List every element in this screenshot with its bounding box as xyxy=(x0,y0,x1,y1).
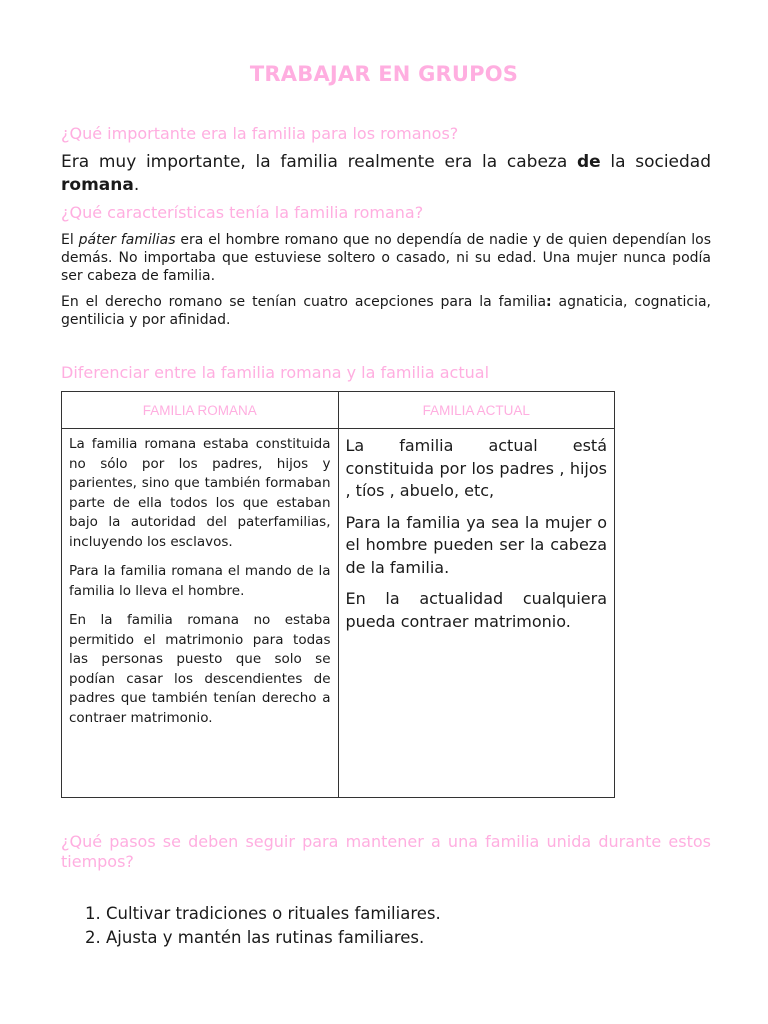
actual-paragraph: En la actualidad cualquiera pueda contraer matrimonio. xyxy=(345,589,607,631)
table-row xyxy=(62,429,615,798)
cell-familia-actual xyxy=(338,429,615,798)
actual-paragraph: La familia actual está constituida por los padres , hijos , tíos , abuelo, etc, xyxy=(345,436,607,500)
romana-paragraph: En la familia romana no estaba permitido el matrimonio para todas las personas puesto que solo se podían casar los descendientes de padres que también tenían derecho a contraer matrimonio. xyxy=(69,612,331,726)
comparison-table xyxy=(61,391,615,798)
romana-paragraph: Para la familia romana el mando de la familia lo lleva el hombre. xyxy=(69,563,331,599)
list-item: 2. Ajusta y mantén las rutinas familiares. xyxy=(106,926,706,950)
steps-list xyxy=(85,902,706,950)
header-familia-actual: FAMILIA ACTUAL xyxy=(338,392,615,429)
answer-pater-familias: El páter familias era el hombre romano que no dependía de nadie y de quien dependían los demás. No importaba que estuviese soltero o casado, ni su edad. Una mujer nunca podía ser cabeza de familia. xyxy=(61,232,711,284)
actual-paragraph: Para la familia ya sea la mujer o el hombre pueden ser la cabeza de la familia. xyxy=(345,512,607,577)
question-importance: ¿Qué importante era la familia para los romanos? xyxy=(61,124,459,143)
list-item: 1. Cultivar tradiciones o rituales familiares. xyxy=(106,902,706,926)
question-steps: ¿Qué pasos se deben seguir para mantener a una familia unida durante estos tiempos? xyxy=(61,832,711,871)
question-differentiate: Diferenciar entre la familia romana y la familia actual xyxy=(61,363,490,382)
romana-paragraph: La familia romana estaba constituida no sólo por los padres, hijos y parientes, sino que también formaban parte de ella todos los que estaban bajo la autoridad del paterfamilias, incluyendo los esclavos. xyxy=(69,436,331,550)
answer-importance: Era muy importante, la familia realmente era la cabeza de la sociedad romana. xyxy=(61,152,711,195)
answer-acepciones: En el derecho romano se tenían cuatro acepciones para la familia: agnaticia, cognaticia, gentilicia y por afinidad. xyxy=(61,294,711,328)
cell-familia-romana xyxy=(62,429,339,798)
page-title: TRABAJAR EN GRUPOS xyxy=(249,62,519,86)
table-header-row xyxy=(62,392,615,429)
header-familia-romana: FAMILIA ROMANA xyxy=(62,392,339,429)
question-characteristics: ¿Qué características tenía la familia romana? xyxy=(61,203,424,222)
